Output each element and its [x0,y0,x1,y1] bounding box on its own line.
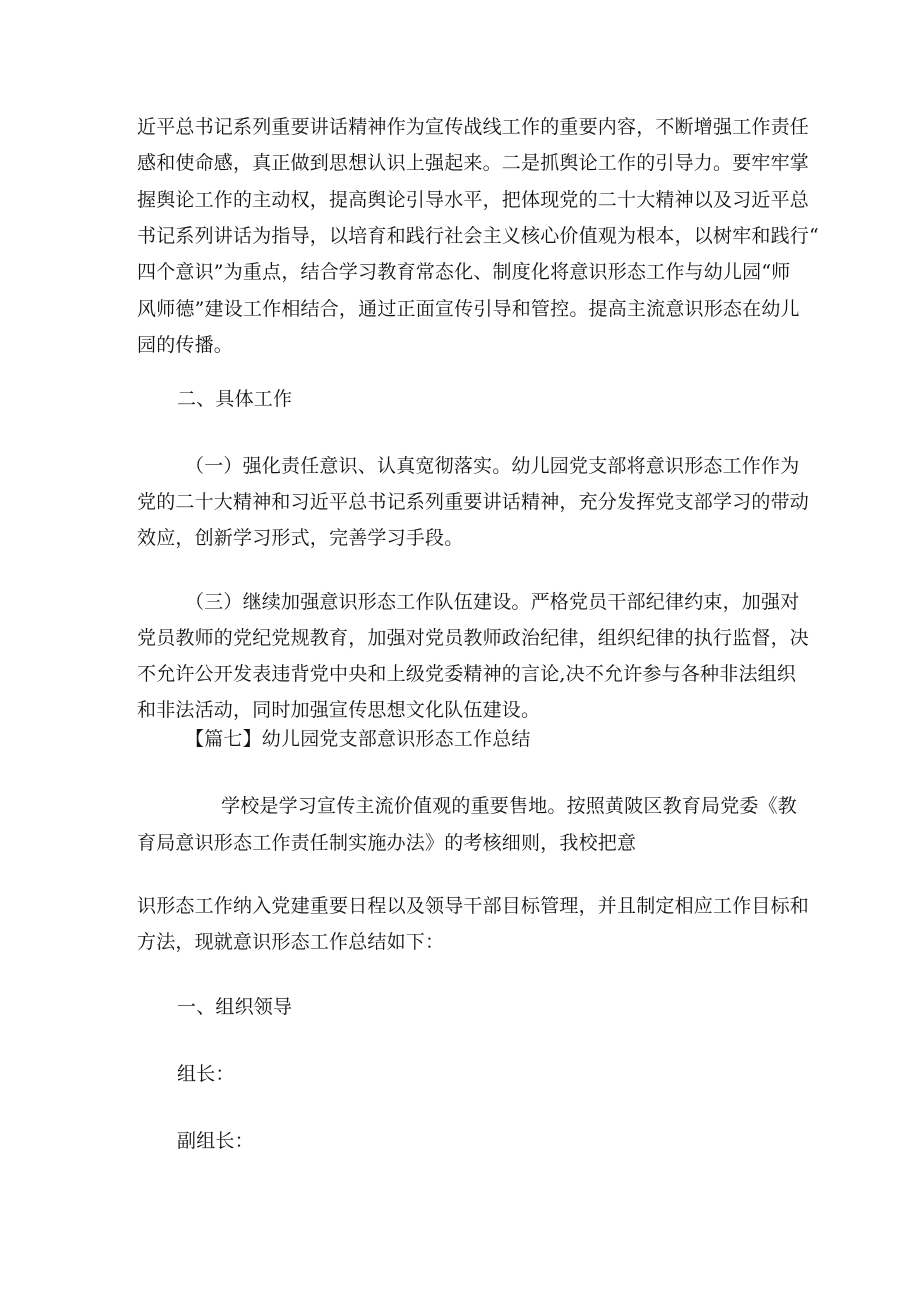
section-title: 【篇七】幼儿园党支部意识形态工作总结 [185,728,531,750]
paragraph-line: 方法，现就意识形态工作总结如下： [137,931,445,953]
leader-label: 组长： [177,1063,235,1085]
paragraph-line: （一）强化责任意识、认真宽彻落实。幼儿园党支部将意识形态工作作为 [185,455,800,477]
paragraph-line: 园的传播。 [137,334,234,356]
paragraph-line: （三）继续加强意识形态工作队伍建设。严格党员干部纪律约束，加强对 [185,591,800,613]
paragraph-line: 握舆论工作的主动权，提高舆论引导水平，把体现党的二十大精神以及习近平总 [137,189,810,211]
paragraph-line: 育局意识形态工作责任制实施办法》的考核细则，我校把意 [137,832,637,854]
paragraph-line: 学校是学习宣传主流价值观的重要售地。按照黄陂区教育局党委《教 [221,795,798,817]
paragraph-line: 效应，创新学习形式，完善学习手段。 [137,527,464,549]
deputy-leader-label: 副组长： [177,1130,254,1152]
paragraph-line: 党的二十大精神和习近平总书记系列重要讲话精神，充分发挥党支部学习的带动 [137,491,810,513]
paragraph-line: 近平总书记系列重要讲话精神作为宣传战线工作的重要内容，不断增强工作责任 [137,116,810,138]
section-heading-specific-work: 二、具体工作 [177,388,293,410]
section-heading-org-leadership: 一、组织领导 [177,996,293,1018]
paragraph-line: 党员教师的党纪党规教育，加强对党员教师政治纪律，组织纪律的执行监督，决 [137,627,810,649]
paragraph-line: 感和使命感，真正做到思想认识上强起来。二是抓舆论工作的引导力。要牢牢掌 [137,152,810,174]
paragraph-line: 识形态工作纳入党建重要日程以及领导干部目标管理，并且制定相应工作目标和 [137,895,810,917]
paragraph-line: 风师德”建设工作相结合，通过正面宣传引导和管控。提高主流意识形态在幼儿 [137,298,800,320]
paragraph-line: 书记系列讲话为指导，以培育和践行社会主义核心价值观为根本，以树牢和践行“ [137,225,819,247]
paragraph-line: 四个意识”为重点，结合学习教育常态化、制度化将意识形态工作与幼儿园“师 [137,261,791,283]
paragraph-line: 不允许公开发表违背党中央和上级党委精神的言论,决不允许参与各种非法组织 [137,663,797,685]
paragraph-line: 和非法活动，同时加强宣传思想文化队伍建设。 [137,699,541,721]
